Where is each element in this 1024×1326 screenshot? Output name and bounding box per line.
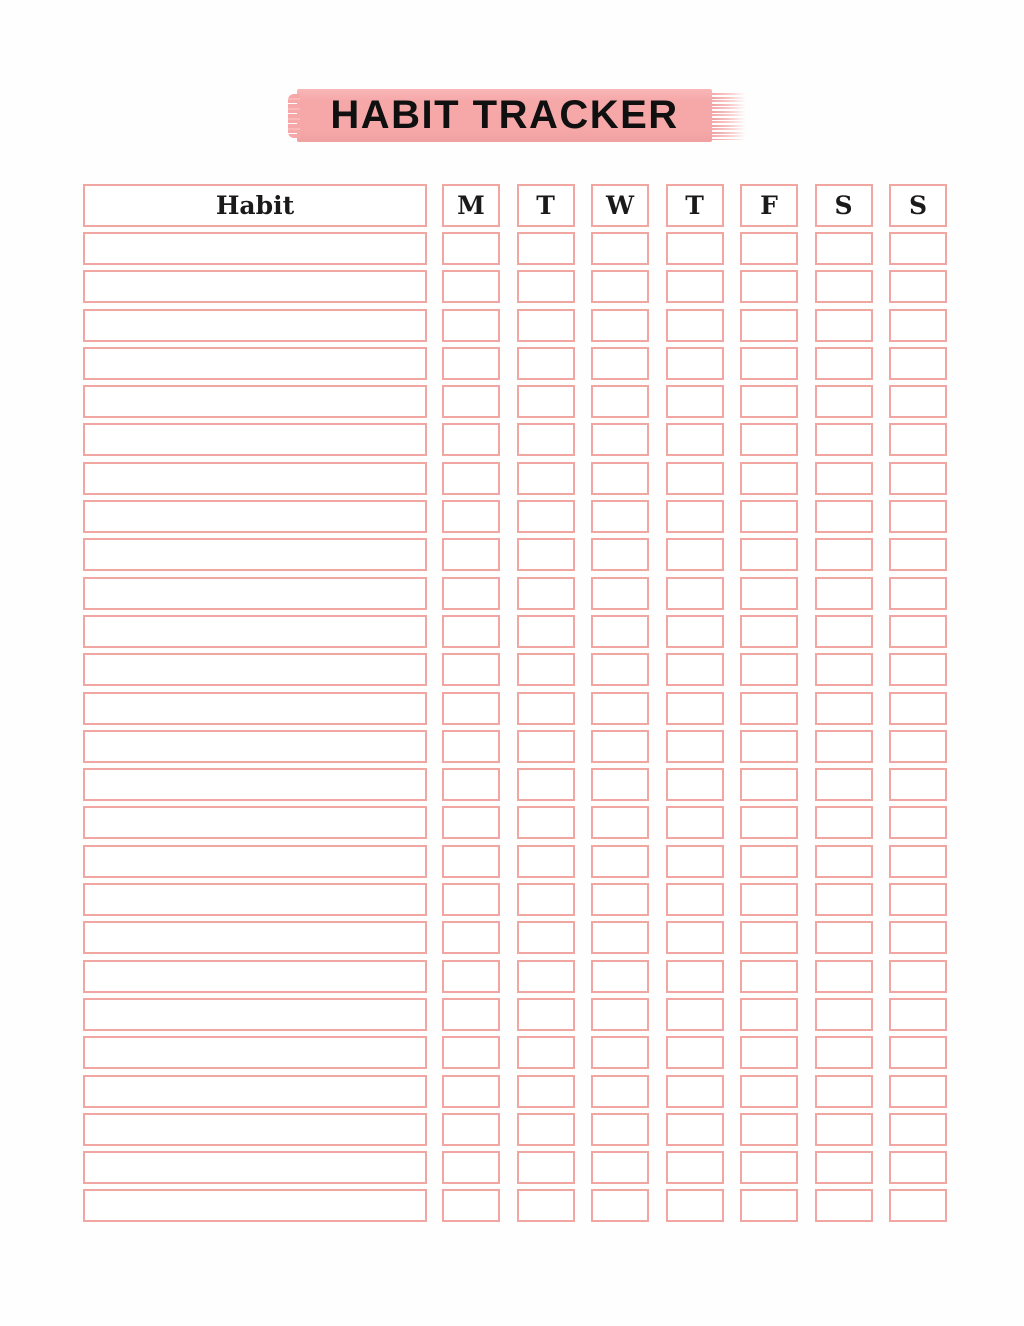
day-column-header (889, 184, 947, 227)
day-checkbox-cell[interactable] (815, 960, 873, 993)
day-checkbox-cell[interactable] (666, 806, 724, 839)
day-checkbox-cell[interactable] (591, 500, 649, 533)
day-checkbox-cell[interactable] (442, 500, 500, 533)
day-checkbox-cell[interactable] (442, 845, 500, 878)
day-checkbox-cell[interactable] (517, 500, 575, 533)
day-checkbox-cell[interactable] (517, 921, 575, 954)
day-checkbox-cell[interactable] (591, 309, 649, 342)
day-checkbox-cell[interactable] (591, 806, 649, 839)
day-checkbox-cell[interactable] (740, 462, 798, 495)
day-checkbox-cell[interactable] (591, 883, 649, 916)
day-checkbox-cell[interactable] (442, 385, 500, 418)
day-checkbox-cell[interactable] (666, 270, 724, 303)
table-header-row (83, 184, 947, 227)
day-checkbox-cell[interactable] (889, 653, 947, 686)
day-checkbox-cell[interactable] (666, 730, 724, 763)
day-checkbox-cell[interactable] (517, 692, 575, 725)
habit-input-cell[interactable] (83, 1036, 427, 1069)
table-body (83, 232, 947, 1222)
day-checkbox-cell[interactable] (591, 921, 649, 954)
habit-input-cell[interactable] (83, 385, 427, 418)
day-checkbox-cell[interactable] (815, 1075, 873, 1108)
day-checkbox-cell[interactable] (591, 538, 649, 571)
day-checkbox-cell[interactable] (666, 998, 724, 1031)
day-checkbox-cell[interactable] (740, 423, 798, 456)
day-checkbox-cell[interactable] (889, 1113, 947, 1146)
day-checkbox-cell[interactable] (740, 1151, 798, 1184)
day-checkbox-cell[interactable] (591, 270, 649, 303)
habit-input-cell[interactable] (83, 730, 427, 763)
day-checkbox-cell[interactable] (517, 806, 575, 839)
day-checkbox-cell[interactable] (517, 538, 575, 571)
table-row (83, 232, 947, 265)
table-row (83, 385, 947, 418)
day-checkbox-cell[interactable] (889, 768, 947, 801)
day-checkbox-cell[interactable] (889, 500, 947, 533)
day-checkbox-cell[interactable] (740, 577, 798, 610)
day-checkbox-cell[interactable] (517, 998, 575, 1031)
day-checkbox-cell[interactable] (442, 615, 500, 648)
day-checkbox-cell[interactable] (889, 845, 947, 878)
day-checkbox-cell[interactable] (517, 653, 575, 686)
habit-input-cell[interactable] (83, 845, 427, 878)
day-checkbox-cell[interactable] (442, 960, 500, 993)
day-checkbox-cell[interactable] (889, 921, 947, 954)
table-row (83, 883, 947, 916)
day-checkbox-cell[interactable] (889, 577, 947, 610)
day-checkbox-cell[interactable] (591, 1113, 649, 1146)
habit-input-cell[interactable] (83, 1113, 427, 1146)
table-row (83, 500, 947, 533)
day-checkbox-cell[interactable] (889, 1036, 947, 1069)
day-checkbox-cell[interactable] (442, 347, 500, 380)
day-checkbox-cell[interactable] (591, 1036, 649, 1069)
day-checkbox-cell[interactable] (815, 730, 873, 763)
day-checkbox-cell[interactable] (442, 1113, 500, 1146)
table-row (83, 960, 947, 993)
table-row (83, 1113, 947, 1146)
day-checkbox-cell[interactable] (889, 1075, 947, 1108)
day-checkbox-cell[interactable] (591, 960, 649, 993)
habit-input-cell[interactable] (83, 423, 427, 456)
day-checkbox-cell[interactable] (517, 577, 575, 610)
day-checkbox-cell[interactable] (666, 960, 724, 993)
day-checkbox-cell[interactable] (740, 385, 798, 418)
day-checkbox-cell[interactable] (889, 347, 947, 380)
day-checkbox-cell[interactable] (815, 1113, 873, 1146)
habit-input-cell[interactable] (83, 500, 427, 533)
day-column-header (591, 184, 649, 227)
habit-input-cell[interactable] (83, 309, 427, 342)
day-header-label: W (605, 191, 635, 220)
day-checkbox-cell[interactable] (517, 1151, 575, 1184)
day-checkbox-cell[interactable] (666, 1151, 724, 1184)
table-row (83, 1151, 947, 1184)
day-checkbox-cell[interactable] (740, 768, 798, 801)
day-checkbox-cell[interactable] (815, 692, 873, 725)
day-checkbox-cell[interactable] (889, 538, 947, 571)
day-checkbox-cell[interactable] (740, 806, 798, 839)
table-row (83, 806, 947, 839)
day-checkbox-cell[interactable] (666, 347, 724, 380)
day-header-label: M (457, 191, 485, 220)
habit-tracker-table (83, 184, 947, 1228)
table-row (83, 1189, 947, 1222)
day-checkbox-cell[interactable] (442, 423, 500, 456)
day-checkbox-cell[interactable] (740, 347, 798, 380)
habit-header-label: Habit (215, 191, 295, 220)
day-checkbox-cell[interactable] (889, 615, 947, 648)
day-checkbox-cell[interactable] (591, 1189, 649, 1222)
day-checkbox-cell[interactable] (666, 921, 724, 954)
habit-input-cell[interactable] (83, 806, 427, 839)
day-checkbox-cell[interactable] (442, 921, 500, 954)
day-checkbox-cell[interactable] (815, 385, 873, 418)
day-checkbox-cell[interactable] (442, 232, 500, 265)
day-checkbox-cell[interactable] (740, 615, 798, 648)
habit-input-cell[interactable] (83, 692, 427, 725)
day-checkbox-cell[interactable] (442, 883, 500, 916)
day-checkbox-cell[interactable] (517, 768, 575, 801)
day-checkbox-cell[interactable] (666, 615, 724, 648)
day-checkbox-cell[interactable] (666, 1189, 724, 1222)
day-checkbox-cell[interactable] (666, 768, 724, 801)
day-checkbox-cell[interactable] (889, 309, 947, 342)
day-column-header (517, 184, 575, 227)
day-checkbox-cell[interactable] (815, 309, 873, 342)
day-checkbox-cell[interactable] (666, 1113, 724, 1146)
habit-input-cell[interactable] (83, 615, 427, 648)
day-checkbox-cell[interactable] (889, 883, 947, 916)
day-checkbox-cell[interactable] (591, 768, 649, 801)
day-checkbox-cell[interactable] (815, 423, 873, 456)
day-checkbox-cell[interactable] (889, 960, 947, 993)
day-checkbox-cell[interactable] (591, 423, 649, 456)
day-checkbox-cell[interactable] (517, 462, 575, 495)
day-checkbox-cell[interactable] (591, 692, 649, 725)
day-checkbox-cell[interactable] (442, 998, 500, 1031)
day-checkbox-cell[interactable] (889, 270, 947, 303)
day-checkbox-cell[interactable] (889, 462, 947, 495)
habit-input-cell[interactable] (83, 653, 427, 686)
day-checkbox-cell[interactable] (442, 270, 500, 303)
day-checkbox-cell[interactable] (442, 1151, 500, 1184)
day-checkbox-cell[interactable] (740, 883, 798, 916)
day-checkbox-cell[interactable] (442, 730, 500, 763)
table-row (83, 730, 947, 763)
day-checkbox-cell[interactable] (442, 577, 500, 610)
day-checkbox-cell[interactable] (666, 232, 724, 265)
day-checkbox-cell[interactable] (815, 538, 873, 571)
day-checkbox-cell[interactable] (815, 500, 873, 533)
day-checkbox-cell[interactable] (666, 385, 724, 418)
day-column-header (740, 184, 798, 227)
day-checkbox-cell[interactable] (442, 1036, 500, 1069)
day-header-label: T (685, 191, 704, 220)
day-checkbox-cell[interactable] (591, 730, 649, 763)
day-checkbox-cell[interactable] (815, 806, 873, 839)
day-checkbox-cell[interactable] (889, 423, 947, 456)
table-row (83, 615, 947, 648)
day-column-header (442, 184, 500, 227)
day-checkbox-cell[interactable] (666, 1075, 724, 1108)
table-row (83, 845, 947, 878)
day-checkbox-cell[interactable] (889, 806, 947, 839)
day-checkbox-cell[interactable] (517, 347, 575, 380)
day-column-header (666, 184, 724, 227)
habit-input-cell[interactable] (83, 232, 427, 265)
habit-input-cell[interactable] (83, 1151, 427, 1184)
day-checkbox-cell[interactable] (442, 653, 500, 686)
table-row (83, 538, 947, 571)
day-checkbox-cell[interactable] (889, 1151, 947, 1184)
day-checkbox-cell[interactable] (442, 692, 500, 725)
day-checkbox-cell[interactable] (740, 1036, 798, 1069)
day-checkbox-cell[interactable] (591, 998, 649, 1031)
day-checkbox-cell[interactable] (889, 692, 947, 725)
day-checkbox-cell[interactable] (815, 577, 873, 610)
day-checkbox-cell[interactable] (666, 423, 724, 456)
table-row (83, 309, 947, 342)
day-checkbox-cell[interactable] (815, 1189, 873, 1222)
day-checkbox-cell[interactable] (591, 577, 649, 610)
day-checkbox-cell[interactable] (591, 232, 649, 265)
day-checkbox-cell[interactable] (815, 347, 873, 380)
day-checkbox-cell[interactable] (517, 615, 575, 648)
day-checkbox-cell[interactable] (517, 1113, 575, 1146)
habit-input-cell[interactable] (83, 462, 427, 495)
day-checkbox-cell[interactable] (442, 1075, 500, 1108)
day-checkbox-cell[interactable] (666, 1036, 724, 1069)
day-checkbox-cell[interactable] (740, 921, 798, 954)
day-header-label: F (760, 191, 778, 220)
day-checkbox-cell[interactable] (815, 921, 873, 954)
table-row (83, 270, 947, 303)
day-checkbox-cell[interactable] (666, 462, 724, 495)
habit-input-cell[interactable] (83, 921, 427, 954)
day-checkbox-cell[interactable] (442, 806, 500, 839)
day-checkbox-cell[interactable] (517, 1189, 575, 1222)
day-checkbox-cell[interactable] (815, 462, 873, 495)
day-checkbox-cell[interactable] (591, 385, 649, 418)
table-row (83, 347, 947, 380)
day-checkbox-cell[interactable] (815, 232, 873, 265)
habit-input-cell[interactable] (83, 270, 427, 303)
day-checkbox-cell[interactable] (442, 462, 500, 495)
habit-input-cell[interactable] (83, 577, 427, 610)
table-row (83, 998, 947, 1031)
day-checkbox-cell[interactable] (740, 998, 798, 1031)
day-checkbox-cell[interactable] (517, 232, 575, 265)
table-row (83, 921, 947, 954)
day-checkbox-cell[interactable] (815, 615, 873, 648)
day-checkbox-cell[interactable] (591, 1075, 649, 1108)
day-checkbox-cell[interactable] (517, 385, 575, 418)
habit-column-header (83, 184, 427, 227)
page-title: HABIT TRACKER (330, 93, 679, 137)
day-header-label: S (908, 191, 928, 220)
day-checkbox-cell[interactable] (666, 309, 724, 342)
day-header-label: S (834, 191, 853, 220)
habit-input-cell[interactable] (83, 960, 427, 993)
day-checkbox-cell[interactable] (740, 1189, 798, 1222)
day-checkbox-cell[interactable] (517, 309, 575, 342)
day-checkbox-cell[interactable] (889, 385, 947, 418)
day-checkbox-cell[interactable] (517, 270, 575, 303)
day-checkbox-cell[interactable] (815, 270, 873, 303)
day-checkbox-cell[interactable] (517, 960, 575, 993)
day-checkbox-cell[interactable] (591, 653, 649, 686)
habit-input-cell[interactable] (83, 998, 427, 1031)
day-checkbox-cell[interactable] (740, 500, 798, 533)
table-row (83, 1075, 947, 1108)
day-checkbox-cell[interactable] (591, 347, 649, 380)
day-checkbox-cell[interactable] (666, 653, 724, 686)
day-checkbox-cell[interactable] (517, 1075, 575, 1108)
day-checkbox-cell[interactable] (442, 768, 500, 801)
table-row (83, 768, 947, 801)
day-checkbox-cell[interactable] (517, 423, 575, 456)
day-checkbox-cell[interactable] (740, 1075, 798, 1108)
day-checkbox-cell[interactable] (666, 883, 724, 916)
day-checkbox-cell[interactable] (815, 998, 873, 1031)
day-checkbox-cell[interactable] (517, 845, 575, 878)
table-row (83, 423, 947, 456)
table-row (83, 462, 947, 495)
day-checkbox-cell[interactable] (740, 309, 798, 342)
habit-input-cell[interactable] (83, 768, 427, 801)
day-checkbox-cell[interactable] (740, 730, 798, 763)
day-checkbox-cell[interactable] (889, 1189, 947, 1222)
table-row (83, 577, 947, 610)
day-checkbox-cell[interactable] (740, 1113, 798, 1146)
day-checkbox-cell[interactable] (889, 730, 947, 763)
day-checkbox-cell[interactable] (442, 538, 500, 571)
habit-input-cell[interactable] (83, 1075, 427, 1108)
day-checkbox-cell[interactable] (591, 615, 649, 648)
day-checkbox-cell[interactable] (815, 883, 873, 916)
day-checkbox-cell[interactable] (666, 538, 724, 571)
day-checkbox-cell[interactable] (740, 960, 798, 993)
day-checkbox-cell[interactable] (442, 309, 500, 342)
habit-input-cell[interactable] (83, 1189, 427, 1222)
table-row (83, 692, 947, 725)
day-checkbox-cell[interactable] (815, 845, 873, 878)
day-checkbox-cell[interactable] (740, 653, 798, 686)
day-checkbox-cell[interactable] (666, 692, 724, 725)
day-checkbox-cell[interactable] (517, 730, 575, 763)
day-checkbox-cell[interactable] (889, 998, 947, 1031)
day-checkbox-cell[interactable] (740, 538, 798, 571)
day-checkbox-cell[interactable] (666, 500, 724, 533)
day-checkbox-cell[interactable] (815, 1151, 873, 1184)
day-checkbox-cell[interactable] (815, 1036, 873, 1069)
table-row (83, 653, 947, 686)
day-checkbox-cell[interactable] (815, 653, 873, 686)
day-checkbox-cell[interactable] (740, 692, 798, 725)
title-highlight-brush (297, 89, 712, 142)
day-column-header (815, 184, 873, 227)
day-checkbox-cell[interactable] (740, 232, 798, 265)
day-checkbox-cell[interactable] (815, 768, 873, 801)
habit-input-cell[interactable] (83, 347, 427, 380)
day-checkbox-cell[interactable] (666, 577, 724, 610)
day-checkbox-cell[interactable] (666, 845, 724, 878)
day-checkbox-cell[interactable] (889, 232, 947, 265)
day-checkbox-cell[interactable] (591, 462, 649, 495)
day-checkbox-cell[interactable] (517, 1036, 575, 1069)
day-header-label: T (536, 191, 555, 220)
day-checkbox-cell[interactable] (591, 845, 649, 878)
table-row (83, 1036, 947, 1069)
day-checkbox-cell[interactable] (517, 883, 575, 916)
day-checkbox-cell[interactable] (591, 1151, 649, 1184)
day-checkbox-cell[interactable] (740, 845, 798, 878)
habit-input-cell[interactable] (83, 883, 427, 916)
day-checkbox-cell[interactable] (442, 1189, 500, 1222)
habit-input-cell[interactable] (83, 538, 427, 571)
day-checkbox-cell[interactable] (740, 270, 798, 303)
